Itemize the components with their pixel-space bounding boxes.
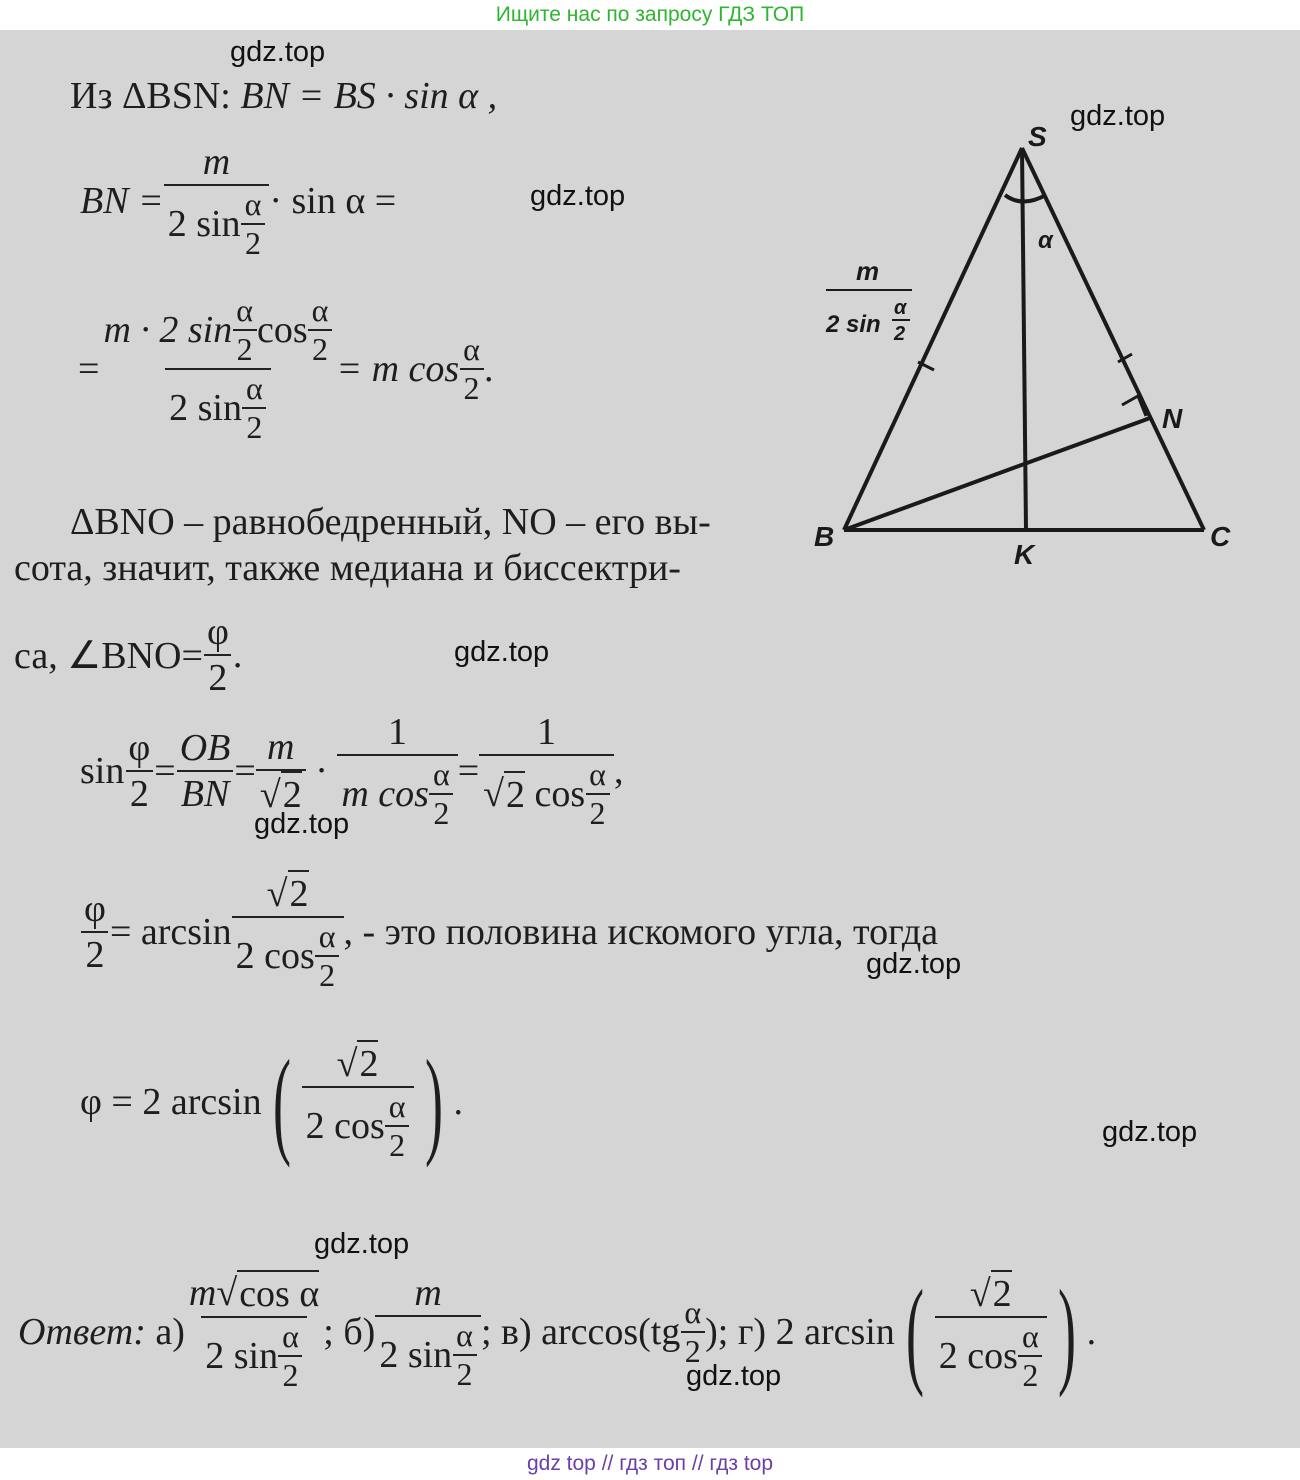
answer-g-fraction <box>935 1270 1047 1394</box>
two-arcsin: 2 arcsin <box>775 1311 895 1353</box>
vertex-k-label: K <box>1014 539 1035 570</box>
bn-formula <box>80 140 396 262</box>
two: 2 <box>81 931 108 977</box>
alpha: α <box>456 1317 473 1353</box>
side-m-label: m <box>856 256 880 286</box>
watermark: gdz.top <box>254 808 350 840</box>
left-paren: ( <box>272 1035 291 1168</box>
vertex-s-label: S <box>1028 121 1047 152</box>
watermark: gdz.top <box>230 36 326 68</box>
watermark: gdz.top <box>314 1228 410 1260</box>
watermark: gdz.top <box>686 1360 782 1392</box>
two-sin: 2 sin <box>205 1335 279 1377</box>
alpha-over-two <box>242 370 267 446</box>
right-paren: ) <box>1057 1265 1076 1398</box>
triangle-figure <box>800 100 1260 580</box>
item-a: а) <box>155 1311 185 1353</box>
alpha-over-two <box>585 756 610 832</box>
scanned-page <box>0 30 1300 1448</box>
alpha-over-two <box>315 918 340 994</box>
angle-arc <box>1005 195 1046 202</box>
alpha: α <box>244 186 262 222</box>
m-cos: m cos <box>341 773 429 815</box>
numerator: m <box>202 141 231 183</box>
left-paren: ( <box>905 1265 924 1398</box>
bn-label: BN = <box>80 180 164 222</box>
two-sin: 2 sin <box>379 1334 453 1376</box>
answer-label: Ответ: <box>18 1311 146 1353</box>
sqrt2-over-2cos <box>232 870 344 994</box>
vertex-c-label: C <box>1210 521 1231 552</box>
ob-over-bn <box>176 726 235 816</box>
alpha-over-two <box>680 1294 705 1370</box>
side-two-label: 2 <box>894 323 906 345</box>
den <box>232 916 344 994</box>
paragraph-line-1: ΔBNO – равнобедренный, NO – его вы- <box>70 501 711 543</box>
bottom-banner[interactable]: gdz top // гдз топ // гдз top <box>0 1448 1300 1480</box>
two: 2 <box>278 1355 302 1394</box>
num: m √ cos α <box>188 1272 320 1315</box>
arcsin: = arcsin <box>109 911 232 953</box>
answer-b-fraction <box>375 1271 481 1393</box>
den <box>302 1086 414 1164</box>
arccos: arccos(tg <box>541 1311 681 1353</box>
phi-over-two <box>124 726 154 816</box>
sqrt2: √2 <box>333 1040 383 1086</box>
alpha: α <box>318 918 336 954</box>
cos: cos <box>257 309 308 351</box>
alpha-over-two <box>385 1088 410 1164</box>
paragraph-line-2: сота, значит, также медиана и биссектри- <box>14 547 681 589</box>
two: 2 <box>460 368 484 407</box>
simplify-formula <box>78 292 493 446</box>
alpha-over-two <box>241 186 266 262</box>
alpha: α <box>388 1088 406 1124</box>
item-g: ); г) <box>705 1311 767 1353</box>
alpha: α <box>311 292 329 328</box>
right-paren: ) <box>424 1035 443 1168</box>
answer-a-fraction <box>185 1270 323 1394</box>
two: 2 <box>1018 1355 1042 1394</box>
den <box>201 1316 307 1394</box>
side-2sin-label: 2 sin <box>826 311 881 338</box>
alpha-over-two <box>308 292 333 368</box>
alpha-over-two <box>1018 1318 1043 1394</box>
answer-line <box>18 1265 1097 1398</box>
denominator <box>165 368 271 446</box>
height-sk <box>1022 148 1026 530</box>
period: . <box>232 634 243 676</box>
equals: = <box>234 750 256 792</box>
half-angle-formula <box>80 870 938 994</box>
den: √ 2 cos $\frac{\alpha}{2}$ <box>479 754 614 832</box>
alpha: α <box>432 756 450 792</box>
equals: = <box>457 750 480 792</box>
radicand: 2 <box>288 870 309 916</box>
sin-phi-formula: sin $\frac{\varphi}{2}$ = $\frac{OB}{BN}$ = $\frac{m}{√2}$ · 1 m cos $\frac{\alpha}{2}$ = 1 √ 2 cos $\frac{\alpha}{2}$ , <box>80 711 624 831</box>
phi: φ <box>206 611 229 653</box>
two-cos: 2 cos <box>305 1105 385 1147</box>
alpha: α <box>282 1318 299 1354</box>
phi-formula <box>80 1035 463 1168</box>
half-text: , - это половина искомого угла, тогда <box>343 911 939 953</box>
alpha: α <box>684 1294 702 1330</box>
cos: cos <box>534 773 586 815</box>
two: 2 <box>586 793 610 832</box>
two: 2 <box>453 1354 477 1393</box>
phi: φ <box>84 888 106 930</box>
edge-sc <box>1022 148 1204 530</box>
prefix-text: Из ΔBSN: <box>70 75 231 117</box>
angle-alpha-label: α <box>1038 227 1053 254</box>
sqrt2: √2 <box>263 870 313 916</box>
alpha: α <box>589 756 606 792</box>
vertex-n-label: N <box>1162 403 1183 434</box>
paragraph-line-3 <box>14 610 242 700</box>
fraction-m-over-2sin <box>164 140 270 262</box>
two: 2 <box>308 329 332 368</box>
two: 2 <box>315 955 339 994</box>
watermark: gdz.top <box>866 948 962 980</box>
two: 2 <box>204 654 231 700</box>
numerator <box>99 292 336 368</box>
watermark: gdz.top <box>530 180 626 212</box>
watermark: gdz.top <box>1070 100 1166 132</box>
alpha-over-two <box>452 1317 477 1393</box>
big-fraction <box>99 292 336 446</box>
phi-eq: φ = 2 arcsin <box>80 1081 262 1123</box>
two-sin-text: 2 sin <box>167 203 241 245</box>
sqrt2-over-2cos <box>302 1040 414 1164</box>
two: 2 <box>233 329 257 368</box>
watermark: gdz.top <box>1102 1116 1198 1148</box>
equals: = <box>154 750 176 792</box>
two-cos: 2 cos <box>938 1335 1018 1377</box>
equals-m-cos: = m cos <box>336 348 460 390</box>
watermark: gdz.top <box>454 636 550 668</box>
radicand: 2 <box>281 771 302 817</box>
radicand: 2 <box>357 1040 378 1086</box>
equals: = <box>78 348 100 390</box>
prefix: са, ∠BNO= <box>14 634 203 677</box>
alpha: α <box>236 292 253 328</box>
phi: φ <box>128 727 151 769</box>
m: m <box>188 1272 217 1314</box>
alpha-over-two <box>232 292 257 368</box>
sqrt2: √2 <box>256 769 306 817</box>
phi-over-two <box>203 610 233 700</box>
den <box>337 754 457 832</box>
two: 2 <box>429 793 453 832</box>
alpha: α <box>1021 1318 1039 1354</box>
den <box>935 1316 1047 1394</box>
one-over-mcos <box>337 710 457 832</box>
vertex-b-label: B <box>814 521 835 552</box>
one: 1 <box>388 711 408 753</box>
alpha-over-two <box>429 756 454 832</box>
period: . <box>1086 1311 1097 1353</box>
m-2sin: m · 2 sin <box>103 309 233 351</box>
radicand: 2 <box>991 1270 1012 1316</box>
bn: BN <box>177 770 234 816</box>
phi-over-two <box>80 887 110 977</box>
sqrt2: √2 <box>966 1270 1016 1316</box>
m: m <box>267 726 295 768</box>
two-sin: 2 sin <box>169 387 242 429</box>
m: m <box>414 1272 442 1314</box>
one: 1 <box>537 711 557 753</box>
alpha: α <box>245 370 263 406</box>
radicand: cos α <box>237 1270 319 1316</box>
two: 2 <box>126 770 153 816</box>
period: . <box>483 348 494 390</box>
item-v: ; в) <box>480 1311 532 1353</box>
two-cos: 2 cos <box>235 935 315 977</box>
line-bsn <box>70 74 497 118</box>
top-banner[interactable]: Ищите нас по запросу ГДЗ ТОП <box>0 0 1300 30</box>
times-sin-alpha: · sin α = <box>269 180 397 222</box>
two: 2 <box>242 407 266 446</box>
one-over-sqrt2cos <box>479 710 614 832</box>
alpha-over-two <box>459 331 484 407</box>
den <box>375 1315 481 1393</box>
item-b: ; б) <box>323 1311 376 1353</box>
side-alpha-label: α <box>894 297 907 319</box>
alpha: α <box>463 331 480 367</box>
period: . <box>453 1081 463 1123</box>
ob: OB <box>179 727 231 769</box>
comma: , <box>613 750 624 792</box>
formula-text: BN = BS · sin α , <box>240 75 498 117</box>
radicand: 2 <box>504 771 525 817</box>
two: 2 <box>385 1125 409 1164</box>
two: 2 <box>681 1331 705 1370</box>
alpha-over-two <box>278 1318 303 1394</box>
m-over-sqrt2 <box>256 725 306 817</box>
denominator <box>164 184 270 262</box>
sin: sin <box>80 750 125 792</box>
two: 2 <box>241 223 265 262</box>
